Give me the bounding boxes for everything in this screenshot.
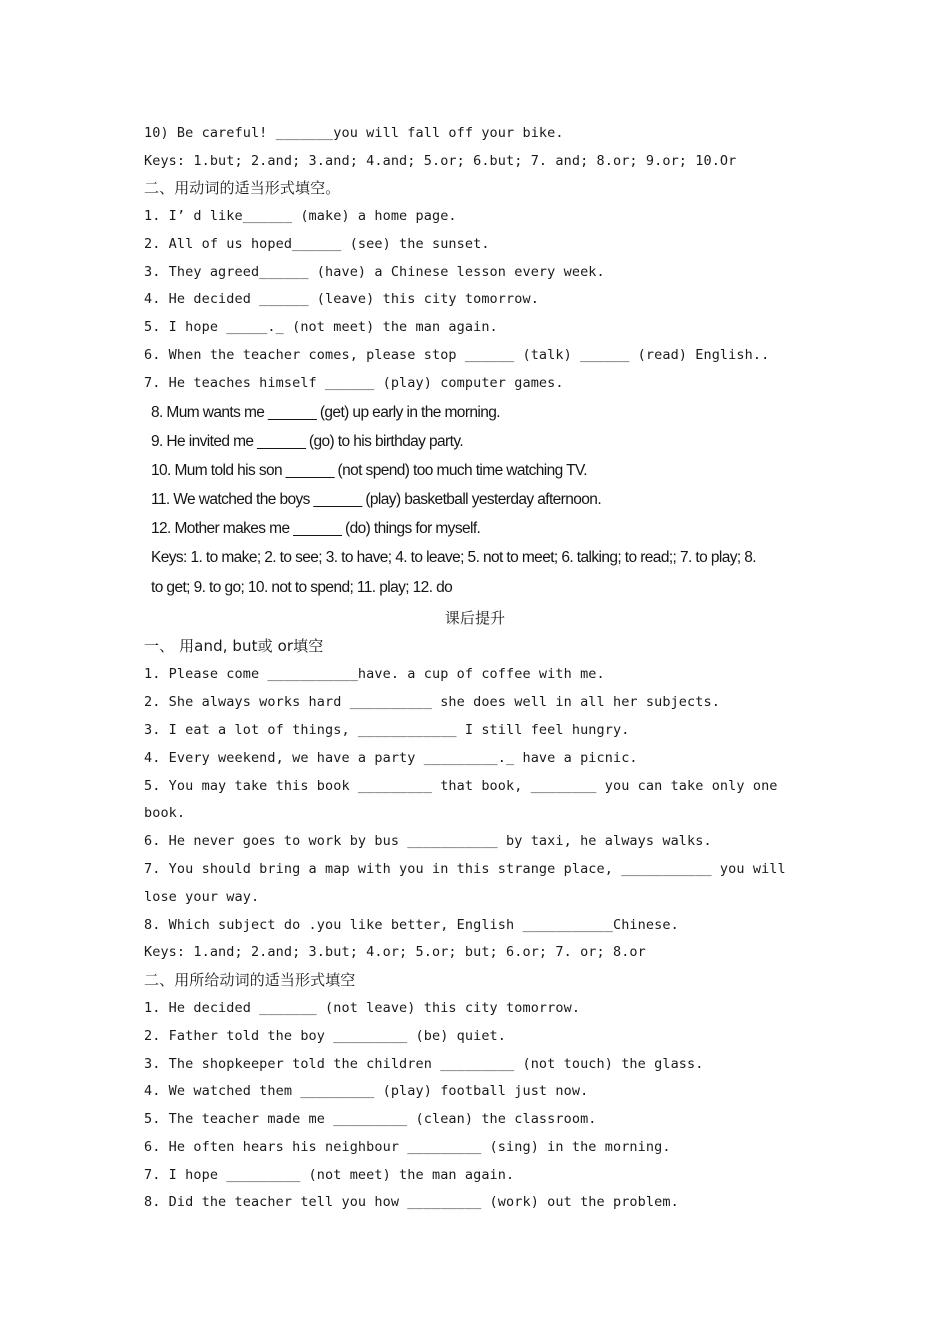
exercise-a-question-10: 10) Be careful! _______you will fall off your bike. [144,125,564,141]
exercise-d-item-5: 5. The teacher made me _________ (clean) the classroom. [144,1111,597,1127]
exercise-c-line-1: 1. Please come ___________have. a cup of coffee with me. [144,666,605,682]
exercise-a-keys: Keys: 1.but; 2.and; 3.and; 4.and; 5.or; 6.but; 7. and; 8.or; 9.or; 10.Or [144,153,737,169]
exercise-b-keys-line-1: Keys: 1. to make; 2. to see; 3. to have; 4. to leave; 5. not to meet; 6. talking; to read;; 7. to play; 8. [151,549,757,566]
exercise-b-item-7: 7. He teaches himself ______ (play) computer games. [144,375,564,391]
exercise-d-item-1: 1. He decided _______ (not leave) this city tomorrow. [144,1000,581,1016]
exercise-b-item-3: 3. They agreed______ (have) a Chinese lesson every week. [144,264,605,280]
exercise-d-item-4: 4. We watched them _________ (play) football just now. [144,1083,589,1099]
exercise-c-line-2: 2. She always works hard __________ she does well in all her subjects. [144,694,720,710]
exercise-b-item-5: 5. I hope _____._ (not meet) the man again. [144,319,498,335]
exercise-d-item-2: 2. Father told the boy _________ (be) quiet. [144,1028,507,1044]
exercise-c-line-4: 4. Every weekend, we have a party _________._ have a picnic. [144,750,638,766]
exercise-c-line-5-cont: book. [144,805,186,821]
exercise-d-item-6: 6. He often hears his neighbour _________ (sing) in the morning. [144,1139,671,1155]
exercise-b-item-8: 8. Mum wants me ______ (get) up early in the morning. [151,404,501,421]
exercise-b-item-12: 12. Mother makes me ______ (do) things for myself. [151,520,481,537]
exercise-d-heading: 二、用所给动词的适当形式填空 [144,971,356,989]
exercise-c-heading: 一、 用and, but或 or填空 [144,637,324,655]
exercise-d-item-3: 3. The shopkeeper told the children _________ (not touch) the glass. [144,1056,704,1072]
exercise-b-item-2: 2. All of us hoped______ (see) the sunset. [144,236,490,252]
exercise-b-item-10: 10. Mum told his son ______ (not spend) too much time watching TV. [151,462,588,479]
exercise-c-line-6: 6. He never goes to work by bus ___________ by taxi, he always walks. [144,833,712,849]
exercise-b-item-9: 9. He invited me ______ (go) to his birthday party. [151,433,464,450]
exercise-c-line-8: 8. Which subject do .you like better, English ___________Chinese. [144,917,679,933]
exercise-b-item-4: 4. He decided ______ (leave) this city tomorrow. [144,291,539,307]
exercise-c-line-7: 7. You should bring a map with you in this strange place, ___________ you will [144,861,786,877]
section-title: 课后提升 [444,609,506,627]
exercise-b-item-6: 6. When the teacher comes, please stop ______ (talk) ______ (read) English.. [144,347,770,363]
exercise-b-item-1: 1. I’ d like______ (make) a home page. [144,208,457,224]
exercise-c-keys: Keys: 1.and; 2.and; 3.but; 4.or; 5.or; but; 6.or; 7. or; 8.or [144,944,646,960]
exercise-b-heading: 二、用动词的适当形式填空。 [144,179,341,197]
exercise-d-item-8: 8. Did the teacher tell you how _________ (work) out the problem. [144,1194,679,1210]
exercise-c-line-7-cont: lose your way. [144,889,260,905]
exercise-c-line-3: 3. I eat a lot of things, ____________ I still feel hungry. [144,722,630,738]
exercise-d-item-7: 7. I hope _________ (not meet) the man again. [144,1167,515,1183]
exercise-c-line-5: 5. You may take this book _________ that book, ________ you can take only one [144,778,778,794]
exercise-b-item-11: 11. We watched the boys ______ (play) basketball yesterday afternoon. [151,491,602,508]
exercise-b-keys-line-2: to get; 9. to go; 10. not to spend; 11. play; 12. do [151,579,453,596]
